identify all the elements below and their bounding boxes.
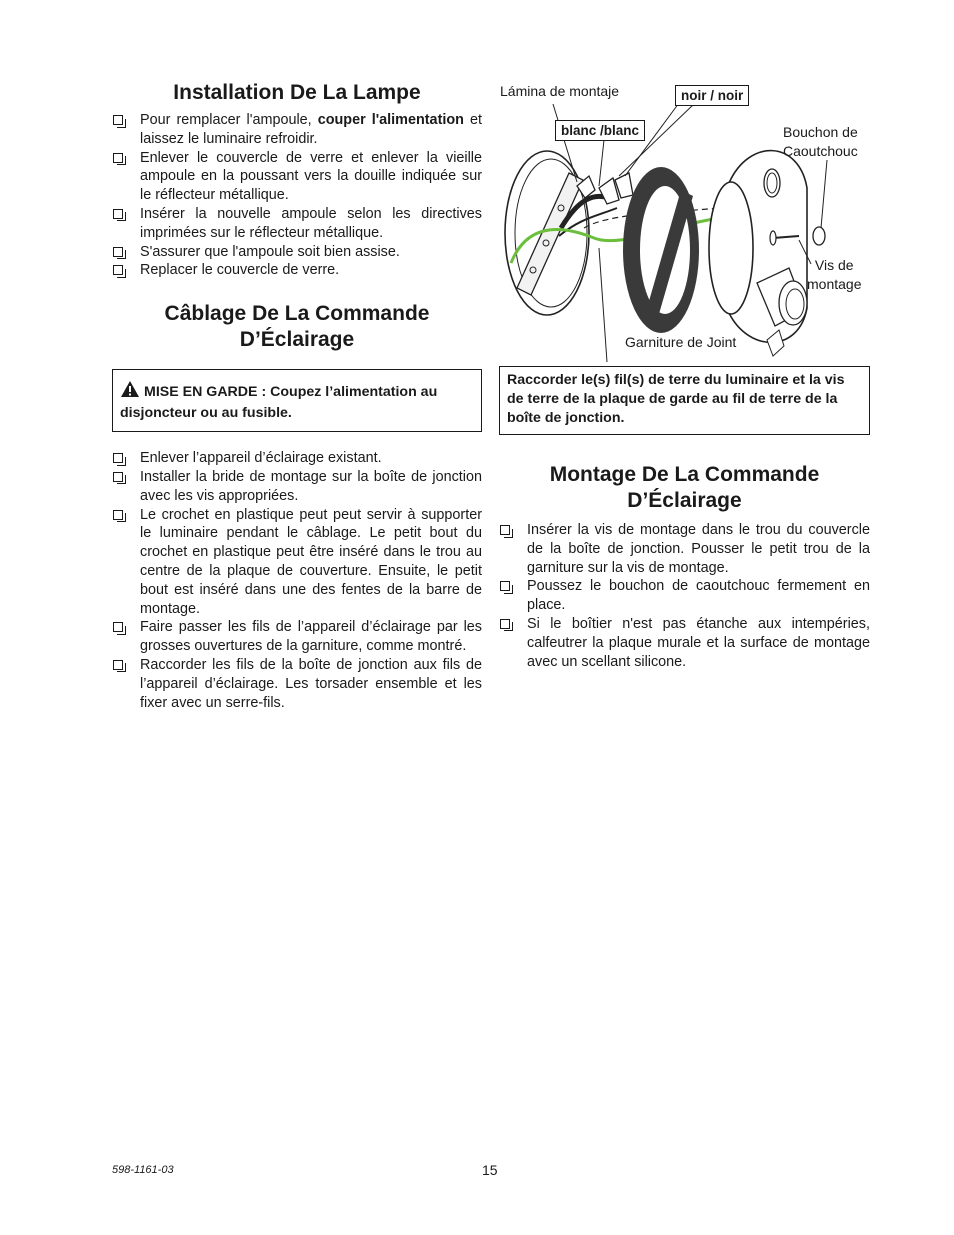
label-lamina: Lámina de montaje [500, 83, 620, 99]
label-vis: Vis de montage [807, 257, 862, 292]
checkbox-bullet-icon [113, 622, 123, 632]
left-column [112, 78, 482, 712]
list-item: Si le boîtier n'est pas étanche aux intempéries, calfeutrer la plaque murale et la surface de montage avec un scellant silicone. [499, 615, 870, 671]
checkbox-bullet-icon [113, 247, 123, 257]
list-item: S'assurer que l'ampoule soit bien assise. [112, 243, 482, 262]
checkbox-bullet-icon [500, 581, 510, 591]
list-item: Installer la bride de montage sur la boîte de jonction avec les vis appropriées. [112, 468, 482, 506]
warning-triangle-icon [120, 380, 140, 404]
mounting-steps-list [499, 521, 870, 671]
checkbox-bullet-icon [113, 660, 123, 670]
warning-box [112, 369, 482, 432]
page-number: 15 [482, 1162, 498, 1178]
label-blanc: blanc /blanc [555, 120, 645, 141]
checkbox-bullet-icon [113, 453, 123, 463]
list-item: Replacer le couvercle de verre. [112, 261, 482, 280]
list-item: Insérer la nouvelle ampoule selon les directives imprimées sur le réflecteur métallique. [112, 205, 482, 243]
wiring-diagram [499, 78, 870, 366]
label-noir: noir / noir [675, 85, 749, 106]
list-item: Poussez le bouchon de caoutchouc fermement en place. [499, 577, 870, 615]
list-item: Insérer la vis de montage dans le trou du couvercle de la boîte de jonction. Pousser le petit trou de la garniture sur la vis de montage. [499, 521, 870, 577]
mounting-strap [517, 173, 583, 295]
mounting-title: Montage De La Commande D’Éclairage [549, 463, 820, 512]
list-item: Enlever l’appareil d’éclairage existant. [112, 449, 482, 468]
list-item: Faire passer les fils de l’appareil d’éclairage par les grosses ouvertures de la garniture, comme montré. [112, 618, 482, 656]
checkbox-bullet-icon [113, 209, 123, 219]
checkbox-bullet-icon [500, 619, 510, 629]
wiring-title: Câblage De La Commande D’Éclairage [164, 302, 430, 352]
list-item: Raccorder les fils de la boîte de jonction aux fils de l’appareil d’éclairage. Les torsader ensemble et les fixer avec un serre-fils. [112, 656, 482, 712]
checkbox-bullet-icon [113, 153, 123, 163]
label-bouchon: Bouchon de Caoutchouc [783, 124, 858, 159]
label-garniture: Garniture de Joint [625, 334, 737, 350]
checkbox-bullet-icon [500, 525, 510, 535]
list-item: Enlever le couvercle de verre et enlever la vieille ampoule en la poussant vers la douille indiquée sur le réflecteur métallique. [112, 149, 482, 205]
lamp-steps-list [112, 111, 482, 280]
checkbox-bullet-icon [113, 265, 123, 275]
checkbox-bullet-icon [113, 115, 123, 125]
ground-note-box: Raccorder le(s) fil(s) de terre du luminaire et la vis de terre de la plaque de garde au fil de terre de la boîte de jonction. [499, 366, 870, 435]
document-code: 598-1161-03 [112, 1164, 174, 1176]
lamp-installation-title: Installation De La Lampe [173, 81, 421, 104]
list-item: Pour remplacer l'ampoule, couper l'alimentation et laissez le luminaire refroidir. [112, 111, 482, 149]
list-item: Le crochet en plastique peut peut servir à supporter le luminaire pendant le câblage. Le petit bout du crochet en plastique peut être inséré dans le trou au centre de la plaque de couverture. Ensuite, le petit bout est inséré dans une des fentes de la barre de montage. [112, 506, 482, 619]
right-column [499, 78, 870, 671]
rubber-plug [813, 227, 825, 245]
checkbox-bullet-icon [113, 510, 123, 520]
warning-text: MISE EN GARDE : Coupez l’alimentation au disjoncteur ou au fusible. [120, 384, 438, 422]
wiring-steps-list [112, 449, 482, 712]
checkbox-bullet-icon [113, 472, 123, 482]
